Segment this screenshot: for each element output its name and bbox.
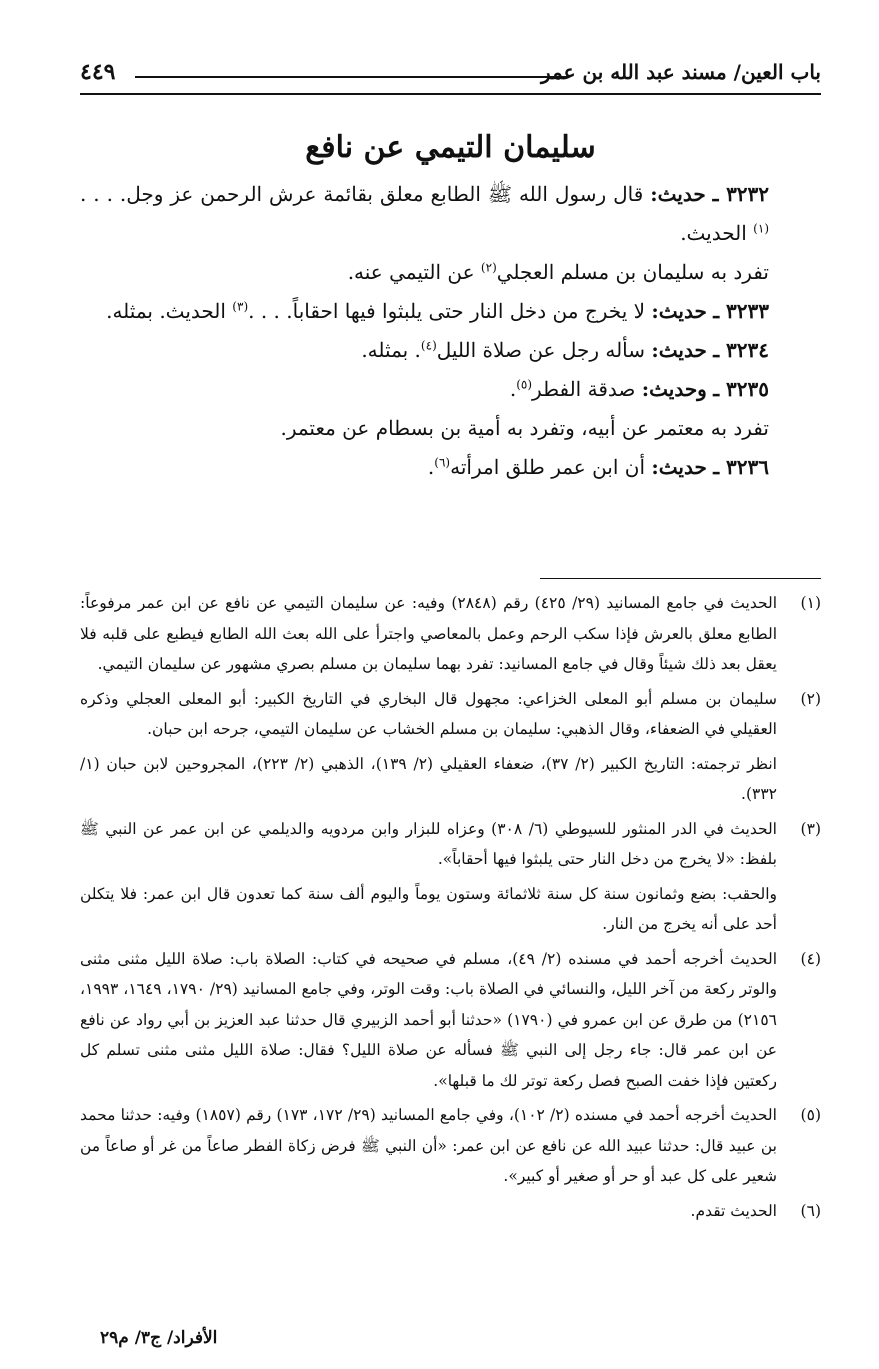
hadith-text: لا يخرج من دخل النار حتى يلبثوا فيها احقاباً. . . .: [248, 299, 646, 323]
note-paragraph: تفرد به معتمر عن أبيه، وتفرد به أمية بن بسطام عن معتمر.: [280, 416, 769, 440]
hadith-label: حديث:: [651, 455, 707, 479]
footnote-ref: (٥): [516, 377, 533, 392]
footnote-text: الحديث تقدم.: [690, 1201, 777, 1220]
footnote-1: [80, 588, 821, 680]
hadith-tail: .: [509, 377, 517, 401]
hadith-label: حديث:: [651, 338, 707, 362]
footnote-body: [80, 1196, 777, 1227]
footnote-ref: (٣): [232, 299, 249, 314]
footnote-body: [80, 1100, 777, 1192]
hadith-number: ٣٢٣٦ ـ: [713, 455, 769, 479]
signature-mark: الأفراد/ ج٣/ م٢٩: [100, 1328, 218, 1348]
footnote-rule: [540, 578, 821, 579]
footnote-number: (٣): [800, 819, 821, 838]
footnote-ref: (١): [753, 221, 769, 236]
hadith-text: أن ابن عمر طلق امرأته: [450, 455, 646, 479]
footnote-number: (٤): [800, 949, 821, 968]
hadith-tail: الحديث.: [680, 221, 747, 245]
hadith-tail: . بمثله.: [361, 338, 421, 362]
hadith-number: ٣٢٣٣ ـ: [713, 299, 769, 323]
note-paragraph: [80, 253, 821, 292]
footnote-body: [80, 814, 777, 940]
footnote-ref: (٢): [480, 260, 497, 275]
footnote-5: [80, 1100, 821, 1192]
footnotes: [80, 588, 821, 1230]
footnote-text: انظر ترجمته: التاريخ الكبير (٢/ ٣٧)، ضعفاء العقيلي (٢/ ١٣٩)، الذهبي (٢/ ٢٢٣)، المجروحين لابن حبان (١/ ٣٣٢).: [80, 754, 777, 803]
hadith-text: سأله رجل عن صلاة الليل: [436, 338, 646, 362]
footnote-text: الحديث في الدر المنثور للسيوطي (٦/ ٣٠٨) وعزاه للبزار وابن مردويه والديلمي عن ابن عمر عن النبي ﷺ بلفظ: «لا يخرج من دخل النار حتى يلبثوا فيها أحقاباً».: [80, 819, 777, 868]
hadith-label: وحديث:: [641, 377, 707, 401]
footnote-number: (٦): [800, 1201, 821, 1220]
hadith-tail: الحديث. بمثله.: [106, 299, 226, 323]
hadith-3233: [80, 292, 821, 331]
footnote-number: (٢): [800, 689, 821, 708]
footnote-text: الحديث أخرجه أحمد في مسنده (٢/ ١٠٢)، وفي جامع المسانيد (٢٩/ ١٧٢، ١٧٣) رقم (١٨٥٧) وفيه: حدثنا محمد بن عبيد قال: حدثنا عبيد الله عن نافع عن ابن عمر: «أن النبي ﷺ فرض زكاة الفطر صاعاً من غر أو صاعاً من شعير على كل عبد أو حر أو صغير أو كبير».: [80, 1106, 777, 1185]
hadith-3235: [80, 370, 821, 409]
footnote-number: (١): [800, 594, 821, 612]
footnote-6: [80, 1196, 821, 1227]
footnote-4: [80, 944, 821, 1097]
footnote-ref: (٤): [420, 338, 437, 353]
footnote-3: [80, 814, 821, 940]
hadith-number: ٣٢٣٤ ـ: [713, 338, 769, 362]
footnote-2: [80, 684, 821, 810]
footnote-text: الحديث في جامع المسانيد (٢٩/ ٤٢٥) رقم (٢٨٤٨) وفيه: عن سليمان التيمي عن نافع عن ابن عمر مرفوعاً: الطابع معلق بالعرش فإذا سكب الرحم وعمل بالمعاصي واجترأ على الله بعث الله الطابع فيطبع على قلبه فلا يعقل بعد ذلك شيئاً وقال في جامع المسانيد: تفرد بهما سليمان بن مسلم بصري مشهور عن سليمان التيمي.: [80, 594, 777, 673]
note-text: تفرد به سليمان بن مسلم العجلي: [496, 260, 769, 284]
section-title: سليمان التيمي عن نافع: [305, 130, 596, 165]
hadith-list: [80, 175, 821, 487]
hadith-number: ٣٢٣٢ ـ: [712, 182, 770, 206]
footnote-text: الحديث أخرجه أحمد في مسنده (٢/ ٤٩)، مسلم في صحيحه في كتاب: الصلاة باب: صلاة الليل مثنى مثنى والوتر ركعة من آخر الليل، والنسائي في الصلاة باب: وقت الوتر، وفي جامع المسانيد (٢٩/ ١٧٩٠، ١٦٤٩، ١٩٩٣، ٢١٥٦) من طرق عن ابن عمرو في (١٧٩٠) «حدثنا أبو أحمد الزبيري قال حدثنا عبد العزيز بن أبي رواد عن نافع عن ابن عمر قال: جاء رجل إلى النبي ﷺ فسأله عن صلاة الليل؟ فقال: صلاة الليل مثنى مثنى تسلم كل ركعتين فإذا خفت الصبح فصل ركعة توتر لك ما قبلها».: [80, 949, 778, 1090]
hadith-label: حديث:: [650, 182, 706, 206]
footnote-number: (٥): [800, 1106, 821, 1124]
hadith-3232: [80, 175, 821, 253]
note-text: عن التيمي عنه.: [347, 260, 475, 284]
hadith-tail: .: [427, 455, 435, 479]
hadith-label: حديث:: [651, 299, 707, 323]
footnote-ref: (٦): [434, 455, 451, 470]
header-line: [135, 76, 569, 78]
page-number: ٤٤٩: [80, 59, 116, 85]
footnote-body: [80, 944, 777, 1097]
header-rule: [80, 93, 821, 95]
footnote-text: سليمان بن مسلم أبو المعلى الخزاعي: مجهول قال البخاري في التاريخ الكبير: أبو المعلى العجلي وذكره العقيلي في الضعفاء، وقال الذهبي: سليمان بن مسلم الخشاب عن سليمان التيمي، جرحه ابن حبان.: [80, 689, 777, 738]
hadith-3236: [80, 448, 821, 487]
hadith-text: قال رسول الله ﷺ الطابع معلق بقائمة عرش الرحمن عز وجل. . . .: [80, 182, 644, 206]
footnote-body: [80, 684, 777, 810]
hadith-text: صدقة الفطر: [532, 377, 636, 401]
footnote-text: والحقب: بضع وثمانون سنة كل سنة ثلاثمائة وستون يوماً واليوم ألف سنة كما تعدون قال ابن عمر: فلا يتكلن أحد على أنه يخرج من النار.: [80, 884, 777, 933]
running-header-title: باب العين/ مسند عبد الله بن عمر: [541, 60, 821, 84]
footnote-body: [80, 588, 777, 680]
running-header: [80, 52, 821, 92]
hadith-3234: [80, 331, 821, 370]
hadith-number: ٣٢٣٥ ـ: [713, 377, 769, 401]
